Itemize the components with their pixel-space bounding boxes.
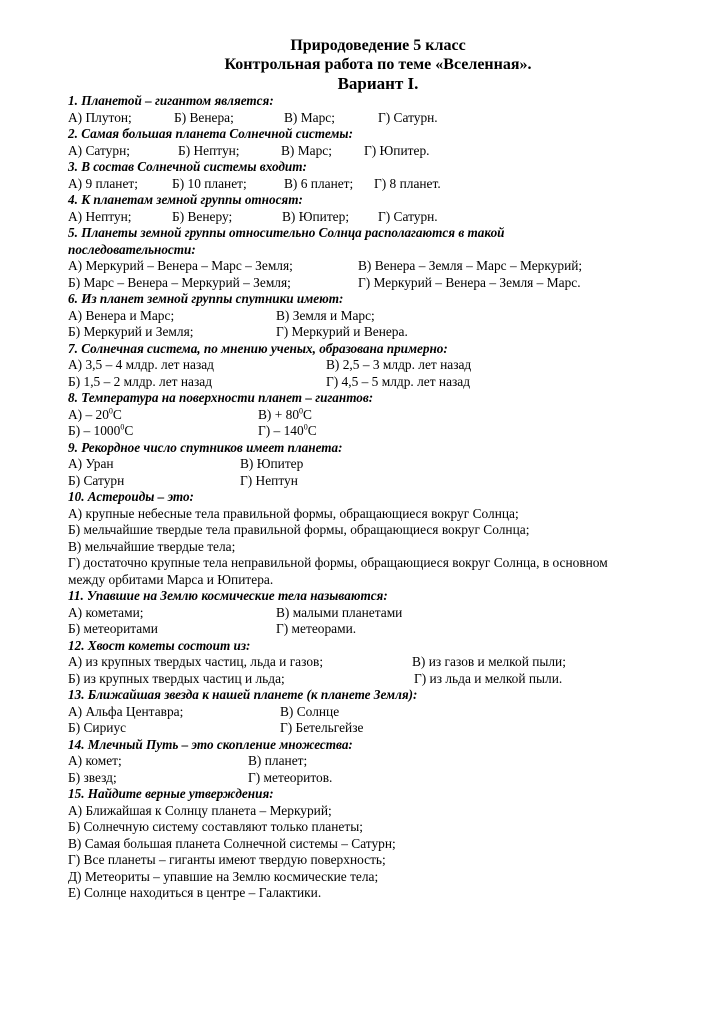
option-d: Г) Сатурн. — [378, 208, 438, 224]
worksheet — [68, 36, 668, 902]
option-a — [68, 407, 122, 424]
option-b: Б) Нептун; — [178, 142, 240, 158]
option-b: Б) Венеру; — [172, 208, 233, 224]
option-a: А) Венера и Марс; — [68, 307, 175, 323]
question-15: 15. Найдите верные утверждения: — [68, 786, 274, 801]
option-d — [258, 423, 317, 440]
unit-label: С — [112, 406, 122, 422]
answers-9-row1 — [68, 456, 668, 473]
option-a: А) 3,5 – 4 млдр. лет назад — [68, 357, 214, 372]
answers-5-row1 — [68, 258, 668, 275]
answers-4 — [68, 209, 668, 226]
answers-12-row1 — [68, 654, 668, 671]
option-d: Г) метеоритов. — [248, 769, 333, 785]
option-d-value: Г) – 140 — [258, 423, 304, 438]
answers-14-row1 — [68, 753, 668, 770]
question-2: 2. Самая большая планета Солнечной системы: — [68, 126, 353, 141]
answers-13-row2 — [68, 720, 668, 737]
question-8: 8. Температура на поверхности планет – гигантов: — [68, 390, 374, 405]
degree-mark: 0 — [303, 422, 308, 432]
option-c: В) Венера – Земля – Марс – Меркурий; — [358, 258, 583, 273]
question-11: 11. Упавшие на Землю космические тела называются: — [68, 588, 388, 603]
option-a: А) из крупных твердых частиц, льда и газов; — [68, 654, 324, 669]
option-c: В) Марс; — [281, 142, 332, 158]
option-c: В) мельчайшие твердые тела; — [68, 538, 236, 554]
option-d: Г) Бетельгейзе — [280, 720, 364, 735]
answers-7-row1 — [68, 357, 668, 374]
option-d: Г) Юпитер. — [364, 142, 430, 158]
question-5-line2: последовательности: — [68, 241, 196, 257]
option-a: А) Плутон; — [68, 109, 132, 125]
option-b: Б) 1,5 – 2 млдр. лет назад — [68, 373, 213, 389]
question-3: 3. В состав Солнечной системы входит: — [68, 159, 307, 174]
option-b: Б) Меркурий и Земля; — [68, 324, 194, 339]
option-d: Г) из льда и мелкой пыли. — [414, 670, 563, 686]
answers-6-row1 — [68, 308, 668, 325]
unit-label: С — [307, 423, 317, 438]
statement-e: Д) Метеориты – упавшие на Землю космические тела; — [68, 868, 379, 884]
unit-label: С — [303, 406, 312, 422]
option-b — [68, 423, 133, 440]
option-d-line2: между орбитами Марса и Юпитера. — [68, 571, 274, 587]
answers-7-row2 — [68, 374, 668, 391]
answers-5-row2 — [68, 275, 668, 292]
question-10: 10. Астероиды – это: — [68, 489, 194, 504]
option-c: В) Марс; — [284, 109, 335, 125]
variant-title: Вариант I. — [337, 74, 419, 93]
question-12: 12. Хвост кометы состоит из: — [68, 637, 251, 653]
option-c: В) малыми планетами — [276, 604, 403, 620]
answers-13-row1 — [68, 704, 668, 721]
option-b: Б) Венера; — [174, 109, 234, 125]
option-b: Б) Сириус — [68, 720, 127, 735]
answers-8-row1 — [68, 407, 668, 424]
option-c: В) 2,5 – 3 млдр. лет назад — [326, 357, 472, 372]
option-a: А) Меркурий – Венера – Марс – Земля; — [68, 258, 293, 273]
option-b: Б) мельчайшие твердые тела правильной формы, обращающиеся вокруг Солнца; — [68, 522, 530, 537]
option-a: А) 9 планет; — [68, 175, 138, 191]
option-a: А) Альфа Центавра; — [68, 703, 184, 719]
question-1: 1. Планетой – гигантом является: — [68, 93, 274, 108]
statement-d: Г) Все планеты – гиганты имеют твердую поверхность; — [68, 852, 386, 867]
answers-8-row2 — [68, 423, 668, 440]
option-b: Б) из крупных твердых частиц и льда; — [68, 670, 285, 686]
option-b: Б) звезд; — [68, 769, 117, 785]
answers-11-row2 — [68, 621, 668, 638]
option-a: А) комет; — [68, 753, 122, 768]
answers-9-row2 — [68, 473, 668, 490]
option-b: Б) 10 планет; — [172, 175, 247, 191]
subject-title: Природоведение 5 класс — [290, 37, 466, 54]
answers-14-row2 — [68, 770, 668, 787]
option-a: А) кометами; — [68, 604, 144, 620]
option-d: Г) 8 планет. — [374, 175, 441, 191]
option-c: В) Юпитер; — [282, 208, 350, 224]
option-d: Г) Меркурий и Венера. — [276, 324, 408, 339]
option-c: В) Земля и Марс; — [276, 307, 375, 323]
test-title: Контрольная работа по теме «Вселенная». — [224, 56, 532, 73]
option-a: А) Нептун; — [68, 208, 132, 224]
option-a: А) Сатурн; — [68, 142, 130, 158]
statement-a: А) Ближайшая к Солнцу планета – Меркурий; — [68, 802, 332, 818]
option-d-line1: Г) достаточно крупные тела неправильной формы, обращающиеся вокруг Солнца, в основном — [68, 555, 608, 570]
statement-f: Е) Солнце находиться в центре – Галактики. — [68, 885, 322, 900]
option-b-value: Б) – 1000 — [68, 423, 121, 438]
answers-2 — [68, 143, 668, 160]
option-c: В) 6 планет; — [284, 175, 354, 191]
option-a-value: А) – 20 — [68, 406, 109, 422]
option-c — [258, 407, 312, 424]
question-4: 4. К планетам земной группы относят: — [68, 192, 303, 207]
option-d: Г) Нептун — [240, 472, 298, 488]
question-6: 6. Из планет земной группы спутники имеют: — [68, 291, 344, 306]
question-14: 14. Млечный Путь – это скопление множества: — [68, 736, 353, 752]
option-b: Б) метеоритами — [68, 621, 158, 636]
question-7: 7. Солнечная система, по мнению ученых, образована примерно: — [68, 340, 448, 356]
question-5-line1: 5. Планеты земной группы относительно Солнца располагаются в такой — [68, 225, 505, 240]
option-c: В) Юпитер — [240, 456, 304, 471]
answers-6-row2 — [68, 324, 668, 341]
option-c: В) Солнце — [280, 703, 340, 719]
statement-c: В) Самая большая планета Солнечной системы – Сатурн; — [68, 835, 396, 851]
statement-b: Б) Солнечную систему составляют только планеты; — [68, 819, 363, 834]
option-b: Б) Сатурн — [68, 472, 125, 488]
answers-3 — [68, 176, 668, 193]
degree-mark: 0 — [120, 422, 125, 432]
degree-mark: 0 — [299, 406, 304, 416]
worksheet-header — [178, 36, 578, 93]
option-c-value: В) + 80 — [258, 406, 300, 422]
option-d: Г) Сатурн. — [378, 109, 438, 125]
option-c: В) планет; — [248, 753, 308, 768]
option-a: А) Уран — [68, 456, 114, 471]
option-a: А) крупные небесные тела правильной формы, обращающиеся вокруг Солнца; — [68, 505, 519, 521]
degree-mark: 0 — [108, 406, 113, 416]
answers-1 — [68, 110, 668, 127]
answers-11-row1 — [68, 605, 668, 622]
option-d: Г) Меркурий – Венера – Земля – Марс. — [358, 274, 581, 290]
question-9: 9. Рекордное число спутников имеет планета: — [68, 439, 343, 455]
option-b: Б) Марс – Венера – Меркурий – Земля; — [68, 274, 291, 290]
option-d: Г) 4,5 – 5 млдр. лет назад — [326, 373, 471, 389]
question-5 — [68, 225, 668, 258]
option-d: Г) метеорами. — [276, 621, 357, 636]
question-13: 13. Ближайшая звезда к нашей планете (к планете Земля): — [68, 687, 418, 702]
unit-label: С — [124, 423, 134, 438]
option-c: В) из газов и мелкой пыли; — [412, 654, 566, 669]
answers-12-row2 — [68, 671, 668, 688]
